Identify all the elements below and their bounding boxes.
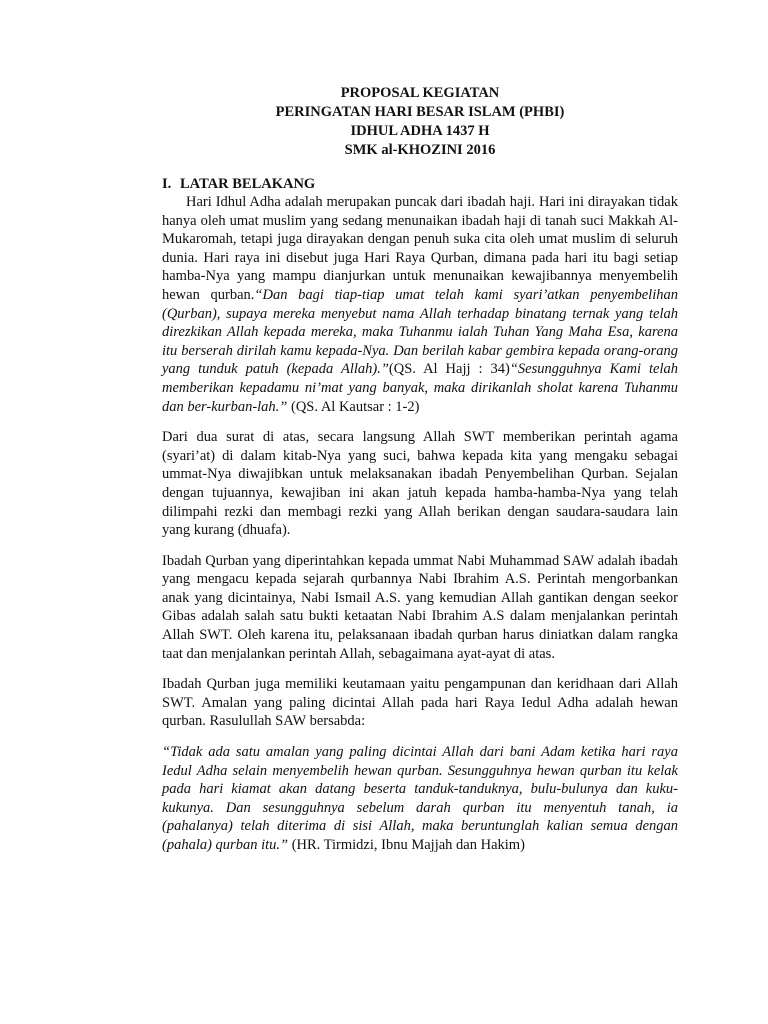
section-title: LATAR BELAKANG [180, 176, 316, 192]
quote-qs-al-kautsar: “Sesungguhnya Kami telah memberikan kepadamu ni’mat yang banyak, maka dirikanlah sholat karena Tuhanmu dan ber-kurban-lah.” [162, 361, 678, 415]
title-line-2: PERINGATAN HARI BESAR ISLAM (PHBI) [275, 104, 565, 120]
paragraph-4: Ibadah Qurban juga memiliki keutamaan yaitu pengampunan dan keridhaan dari Allah SWT. Amalan yang paling dicintai Allah pada hari Raya Iedul Adha adalah hewan qurban. Rasulullah SAW bersabda: [162, 676, 678, 730]
document-page [162, 84, 678, 855]
title-line-3: IDHUL ADHA 1437 H [350, 123, 490, 139]
paragraph-2: Dari dua surat di atas, secara langsung Allah SWT memberikan perintah agama (syari’at) di dalam kitab-Nya yang suci, bahwa kepada kita yang mengaku sebagai ummat-Nya diwajibkan untuk melaksanakan ibadah Penyembelihan Qurban. Sejalan dengan tujuannya, kewajiban ini akan jatuh kepada hamba-hamba-Nya yang telah dilimpahi rezki dan membagi rezki yang Allah berikan dengan saudara-saudara lain yang kurang (dhuafa). [162, 429, 678, 539]
paragraph-1 [162, 193, 678, 416]
paragraph-5-hadith [162, 743, 678, 855]
paragraph-3: Ibadah Qurban yang diperintahkan kepada ummat Nabi Muhammad SAW adalah ibadah yang mengacu kepada sejarah qurbannya Nabi Ibrahim A.S. Perintah mengorbankan anak yang dicintainya, Nabi Ismail A.S. yang kemudian Allah gantikan dengan seekor Gibas adalah salah satu bukti ketaatan Nabi Ibrahim A.S dalam menjalankan perintah Allah SWT. Oleh karena itu, pelaksanaan ibadah qurban harus diniatkan dalam rangka taat dan menjalankan perintah Allah, sebagaimana ayat-ayat di atas. [162, 552, 678, 662]
quote-qs-al-hajj: “Dan bagi tiap-tiap umat telah kami syari’atkan penyembelihan (Qurban), supaya mereka menyebut nama Allah terhadap binatang ternak yang telah direzkikan Allah kepada mereka, maka Tuhanmu ialah Tuhan Yang Maha Esa, karena itu berserah dirilah kamu kepada-Nya. Dan berilah kabar gembira kepada orang-orang yang tunduk patuh (kepada Allah).” [162, 286, 678, 378]
title-line-4: SMK al-KHOZINI 2016 [344, 142, 496, 158]
document-title [162, 84, 678, 160]
section-number: I. [162, 176, 172, 192]
quote-hadith: “Tidak ada satu amalan yang paling dicintai Allah dari bani Adam ketika hari raya Iedul Adha selain menyembelih hewan qurban. Sesungguhnya hewan qurban itu kelak pada hari kiamat akan datang beserta tanduk-tanduknya, bulu-bulunya dan kuku-kukunya. Dan sesungguhnya sebelum darah qurban itu menyentuh tanah, ia (pahalanya) telah diterima di sisi Allah, maka beruntunglah kalian semua dengan (pahala) qurban itu.” [162, 744, 678, 853]
title-line-1: PROPOSAL KEGIATAN [340, 85, 500, 101]
reference-qs-al-hajj: (QS. Al Hajj : 34) [388, 361, 510, 378]
paragraph-1-text: Hari Idhul Adha adalah merupakan puncak dari ibadah haji. Hari ini dirayakan tidak hanya oleh umat muslim yang sedang menunaikan ibadah haji di tanah suci Makkah Al-Mukaromah, tetapi juga dirayakan dengan penuh suka cita oleh umat muslim di seluruh dunia. Hari raya ini disebut juga Hari Raya Qurban, dimana pada hari itu bagi setiap hamba-Nya yang mampu dianjurkan untuk menunaikan kewajibannya menyembelih hewan qurban. [162, 194, 678, 303]
reference-qs-al-kautsar: (QS. Al Kautsar : 1-2) [287, 398, 420, 415]
reference-hadith: (HR. Tirmidzi, Ibnu Majjah dan Hakim) [288, 837, 525, 853]
section-heading-latar-belakang [162, 175, 678, 193]
